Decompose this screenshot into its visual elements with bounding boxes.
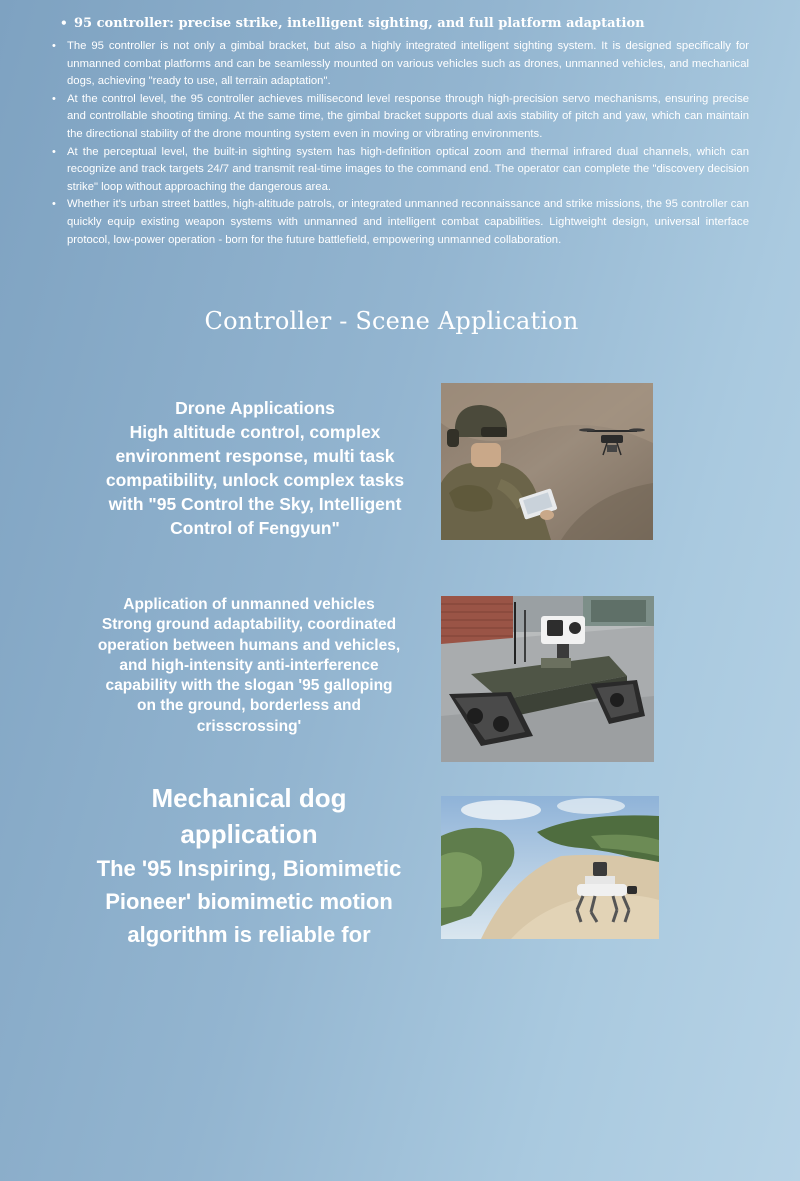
scene-vehicle-text bbox=[94, 595, 404, 737]
intro-paragraph-text: At the perceptual level, the built-in sighting system has high-definition optical zoom and thermal infrared dual channels, which can recognize and track targets 24/7 and transmit real-time images to the command end. The operator can complete the "discovery decision strike" loop without approaching the dangerous area. bbox=[67, 145, 749, 193]
intro-paragraph bbox=[52, 91, 749, 144]
intro-paragraph-list bbox=[52, 38, 749, 249]
bullet-icon: • bbox=[52, 40, 56, 52]
intro-paragraph-text: Whether it's urban street battles, high-altitude patrols, or integrated unmanned reconnaissance and strike missions, the 95 controller can quickly equip existing weapon systems with unmanned and intelligent combat capabilities. Lightweight design, universal interface protocol, low-power operation - born for the future battlefield, empowering unmanned collaboration. bbox=[67, 198, 749, 246]
intro-paragraph bbox=[52, 38, 749, 91]
drone-application-image bbox=[441, 383, 653, 540]
unmanned-vehicle-image bbox=[441, 596, 654, 762]
scene-description: The '95 Inspiring, Biomimetic Pioneer' biomimetic motion algorithm is reliable for bbox=[96, 856, 402, 947]
scene-description: High altitude control, complex environment response, multi task compatibility, unlock complex tasks with "95 Control the Sky, Intelligent Control of Fengyun" bbox=[105, 422, 405, 538]
scene-title: Mechanical dog application bbox=[151, 783, 347, 849]
tracked-vehicle-illustration bbox=[441, 596, 654, 762]
intro-paragraph bbox=[52, 196, 749, 249]
bullet-icon: • bbox=[52, 145, 56, 158]
intro-paragraph-text: The 95 controller is not only a gimbal bracket, but also a highly integrated intelligent sighting system. It is designed specifically for unmanned combat platforms and can be seamlessly mounted on various vehicles such as drones, unmanned vehicles, and mechanical dogs, achieving "ready to use, all terrain adaptation". bbox=[67, 40, 749, 88]
bullet-icon: • bbox=[60, 16, 68, 30]
scene-dog-text bbox=[94, 780, 404, 951]
intro-paragraph-text: At the control level, the 95 controller achieves millisecond level response through high-precision servo mechanisms, ensuring precise and controllable shooting timing. At the same time, the gimbal bracket supports dual axis stability of pitch and yaw, which can maintain the directional stability of the drone mounting system even in moving or vibrating environments. bbox=[67, 92, 749, 140]
soldier-drone-illustration bbox=[441, 383, 653, 540]
mechanical-dog-image bbox=[441, 796, 659, 939]
scene-title: Drone Applications bbox=[175, 398, 335, 418]
bullet-icon: • bbox=[52, 198, 56, 211]
scene-drone-text bbox=[96, 396, 414, 540]
intro-heading bbox=[60, 14, 645, 33]
scene-title: Application of unmanned vehicles bbox=[123, 596, 375, 613]
intro-paragraph bbox=[52, 144, 749, 197]
intro-heading-text: 95 controller: precise strike, intelligent sighting, and full platform adaptation bbox=[74, 16, 645, 31]
robot-dog-illustration bbox=[441, 796, 659, 939]
scene-description: Strong ground adaptability, coordinated operation between humans and vehicles, and high-intensity anti-interference capability with the slogan '95 galloping on the ground, borderless and crisscrossing' bbox=[97, 616, 401, 735]
bullet-icon: • bbox=[52, 92, 56, 105]
section-title: Controller - Scene Application bbox=[204, 307, 579, 335]
